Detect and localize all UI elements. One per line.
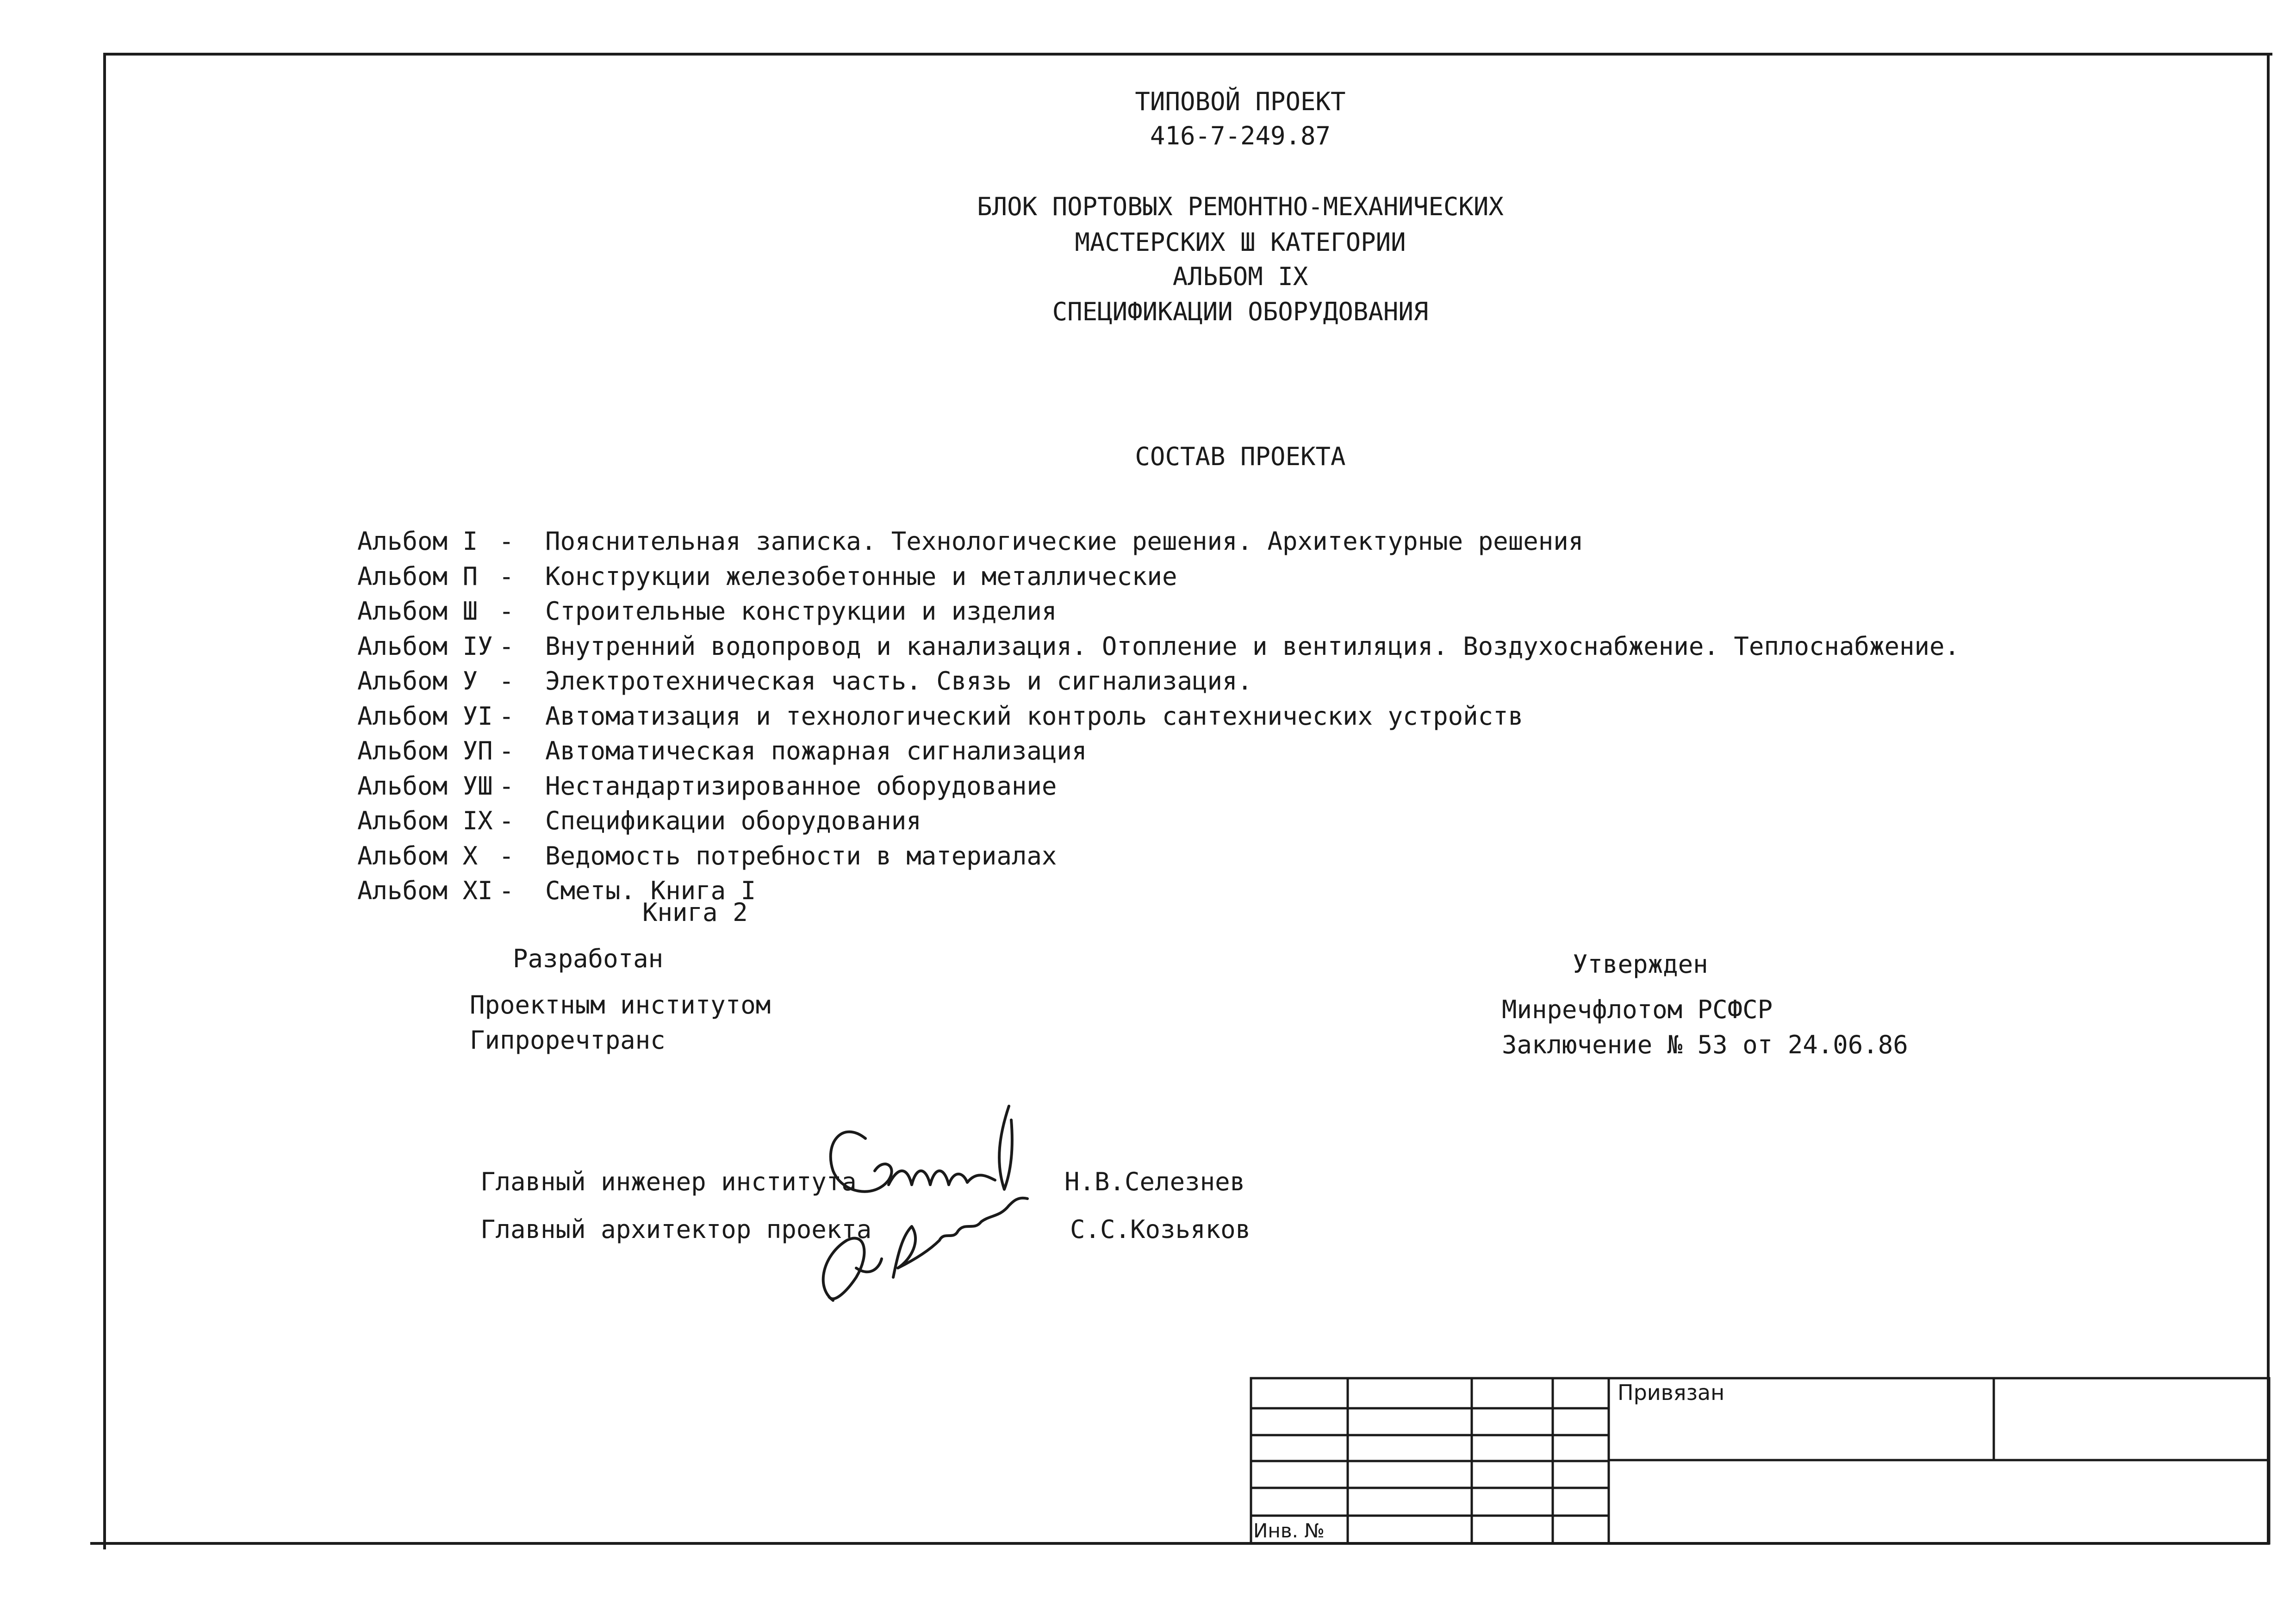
album-label: Альбом УI [357,702,493,731]
signature-name-1: Н.В.Селезнев [1064,1167,1245,1196]
header-album-title: СПЕЦИФИКАЦИИ ОБОРУДОВАНИЯ [1052,297,1429,326]
stamp-inv-no: Инв. № [1253,1519,1325,1542]
album-dash: - [499,597,514,626]
album-description: Конструкции железобетонные и металлические [545,562,1177,591]
header-object-2: МАСТЕРСКИХ Ш КАТЕГОРИИ [1075,228,1406,257]
handwritten-signatures [805,1101,1101,1324]
album-label: Альбом У [357,666,478,696]
album-label: Альбом УШ [357,771,493,801]
header-number: 416-7-249.87 [1150,121,1331,150]
album-label: Альбом Ш [357,597,478,626]
developed-line1: Проектным институтом [470,990,771,1020]
album-description: Спецификации оборудования [545,806,921,835]
approved-line2: Заключение № 53 от 24.06.86 [1502,1030,1908,1059]
approved-heading: Утвержден [1573,950,1708,979]
album-dash: - [499,736,514,765]
album-label: Альбом XI [357,876,493,905]
signature-role-1: Главный инженер института [480,1167,857,1196]
album-description: Автоматическая пожарная сигнализация [545,736,1087,765]
album-description: Ведомость потребности в материалах [545,841,1057,871]
album-description: Строительные конструкции и изделия [545,597,1057,626]
album-label: Альбом X [357,841,478,871]
album-dash: - [499,666,514,696]
signature-name-2: С.С.Козьяков [1070,1215,1251,1244]
album-description: Внутренний водопровод и канализация. Отопление и вентиляция. Воздухоснабжение. Теплоснабжение. [545,632,1960,661]
album-label: Альбом УП [357,736,493,765]
stamp-privyazan: Привязан [1618,1380,1725,1405]
album-dash: - [499,806,514,835]
developed-line2: Гипроречтранс [470,1026,666,1055]
album-dash: - [499,562,514,591]
album-dash: - [499,702,514,731]
album-description: Электротехническая часть. Связь и сигнализация. [545,666,1253,696]
composition-title: СОСТАВ ПРОЕКТА [1135,442,1346,471]
album-dash: - [499,771,514,801]
album-dash: - [499,841,514,871]
title-block-stamp [1250,1377,2272,1546]
approved-line1: Минречфлотом РСФСР [1502,995,1773,1024]
album-description: Сметы. Книга I [545,876,756,905]
album-dash: - [499,876,514,905]
developed-heading: Разработан [513,944,664,973]
header-object: БЛОК ПОРТОВЫХ РЕМОНТНО-МЕХАНИЧЕСКИХ [977,192,1504,221]
album-description: Автоматизация и технологический контроль сантехнических устройств [545,702,1524,731]
album-label: Альбом I [357,527,478,556]
album-dash: - [499,527,514,556]
drawing-frame-right [2267,53,2270,1543]
album-label: Альбом IУ [357,632,493,661]
signature-role-2: Главный архитектор проекта [480,1215,872,1244]
album-label: Альбом П [357,562,478,591]
album-list-extra: Книга 2 [642,898,748,927]
album-description: Пояснительная записка. Технологические решения. Архитектурные решения [545,527,1584,556]
album-dash: - [499,632,514,661]
header-type: ТИПОВОЙ ПРОЕКТ [1135,87,1346,116]
album-label: Альбом IX [357,806,493,835]
header-album: АЛЬБОМ IX [1172,262,1308,291]
album-description: Нестандартизированное оборудование [545,771,1057,801]
